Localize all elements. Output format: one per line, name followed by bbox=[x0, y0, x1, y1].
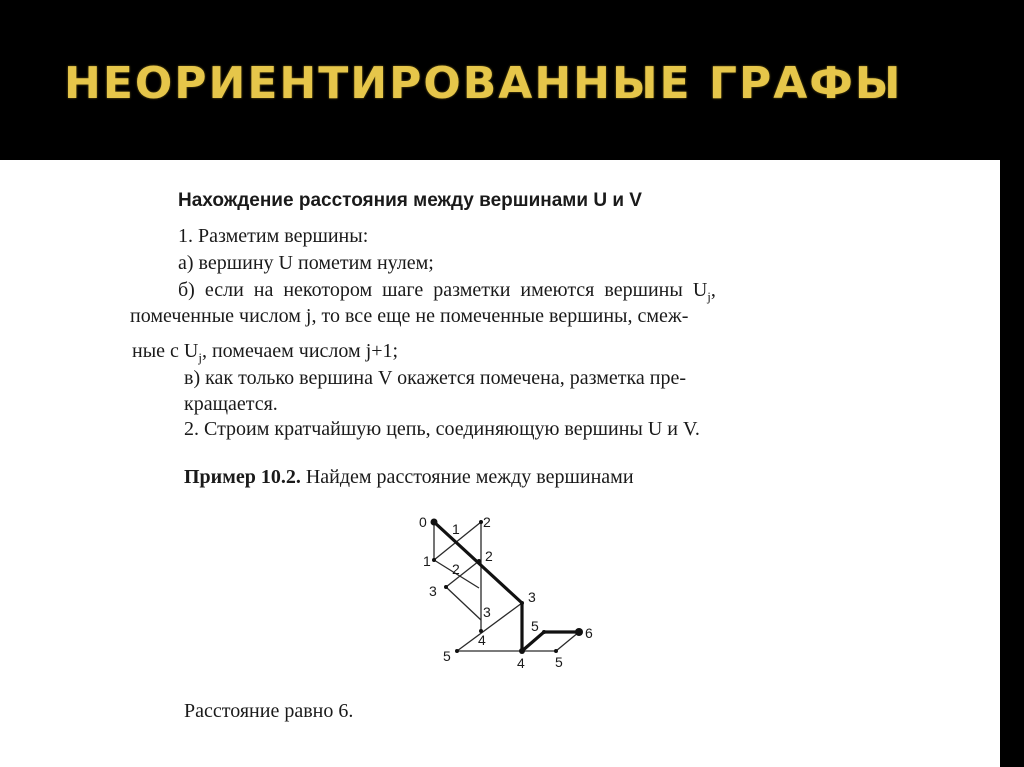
vertex-label-2: 2 bbox=[483, 514, 491, 530]
vertex-label-1: 1 bbox=[452, 521, 460, 537]
vertex-label-3: 3 bbox=[528, 589, 536, 605]
graph-vertex bbox=[519, 648, 525, 654]
text-line-2: а) вершину U пометим нулем; bbox=[178, 252, 434, 274]
graph-vertex bbox=[542, 630, 546, 634]
graph-edge bbox=[446, 587, 481, 620]
vertex-label-5: 5 bbox=[555, 654, 563, 670]
text-line-4: помеченные числом j, то все еще не помеченные вершины, смеж- bbox=[130, 305, 689, 327]
vertex-label-6: 6 bbox=[585, 625, 593, 641]
vertex-label-2: 2 bbox=[452, 561, 460, 577]
vertex-label-0: 0 bbox=[419, 514, 427, 530]
slide-title: НЕОРИЕНТИРОВАННЫЕ ГРАФЫ bbox=[64, 58, 903, 109]
example-label: Пример 10.2. bbox=[184, 466, 301, 488]
graph-vertex bbox=[520, 601, 524, 605]
subscript-j: j bbox=[198, 350, 202, 365]
text-line-3-tail: , bbox=[710, 279, 716, 301]
vertex-label-3: 3 bbox=[429, 583, 437, 599]
text-line-8: 2. Строим кратчайшую цепь, соединяющую вершины U и V. bbox=[184, 418, 700, 440]
text-line-6: в) как только вершина V окажется помечена, разметка пре- bbox=[184, 367, 687, 389]
result-line: Расстояние равно 6. bbox=[184, 700, 354, 722]
vertex-label-4: 4 bbox=[517, 655, 525, 671]
text-line-3-main: б) если на некотором шаге разметки имеются вершины U bbox=[178, 279, 708, 301]
subscript-j: j bbox=[707, 289, 711, 304]
graph-edge bbox=[556, 632, 579, 651]
vertex-label-4: 4 bbox=[478, 632, 486, 648]
example-text: Найдем расстояние между вершинами bbox=[300, 466, 634, 488]
vertex-label-1: 1 bbox=[423, 553, 431, 569]
graph-edge bbox=[446, 561, 479, 587]
graph-vertex bbox=[455, 649, 459, 653]
shortest-path bbox=[434, 522, 579, 651]
text-line-7: кращается. bbox=[184, 393, 278, 415]
text-line-5-tail: , помечаем числом j+1; bbox=[201, 340, 399, 362]
graph-vertex bbox=[431, 519, 438, 526]
text-line-5-main: ные с U bbox=[132, 340, 199, 362]
graph-vertex bbox=[432, 558, 436, 562]
graph-vertex bbox=[444, 585, 448, 589]
vertex-label-5: 5 bbox=[531, 618, 539, 634]
graph-vertex bbox=[554, 649, 558, 653]
vertex-label-5: 5 bbox=[443, 648, 451, 664]
vertex-label-3: 3 bbox=[483, 604, 491, 620]
text-line-1: 1. Разметим вершины: bbox=[178, 225, 369, 247]
vertex-label-2: 2 bbox=[485, 548, 493, 564]
graph-vertex bbox=[477, 559, 481, 563]
graph-vertex bbox=[575, 628, 583, 636]
section-heading: Нахождение расстояния между вершинами U и V bbox=[178, 190, 642, 211]
